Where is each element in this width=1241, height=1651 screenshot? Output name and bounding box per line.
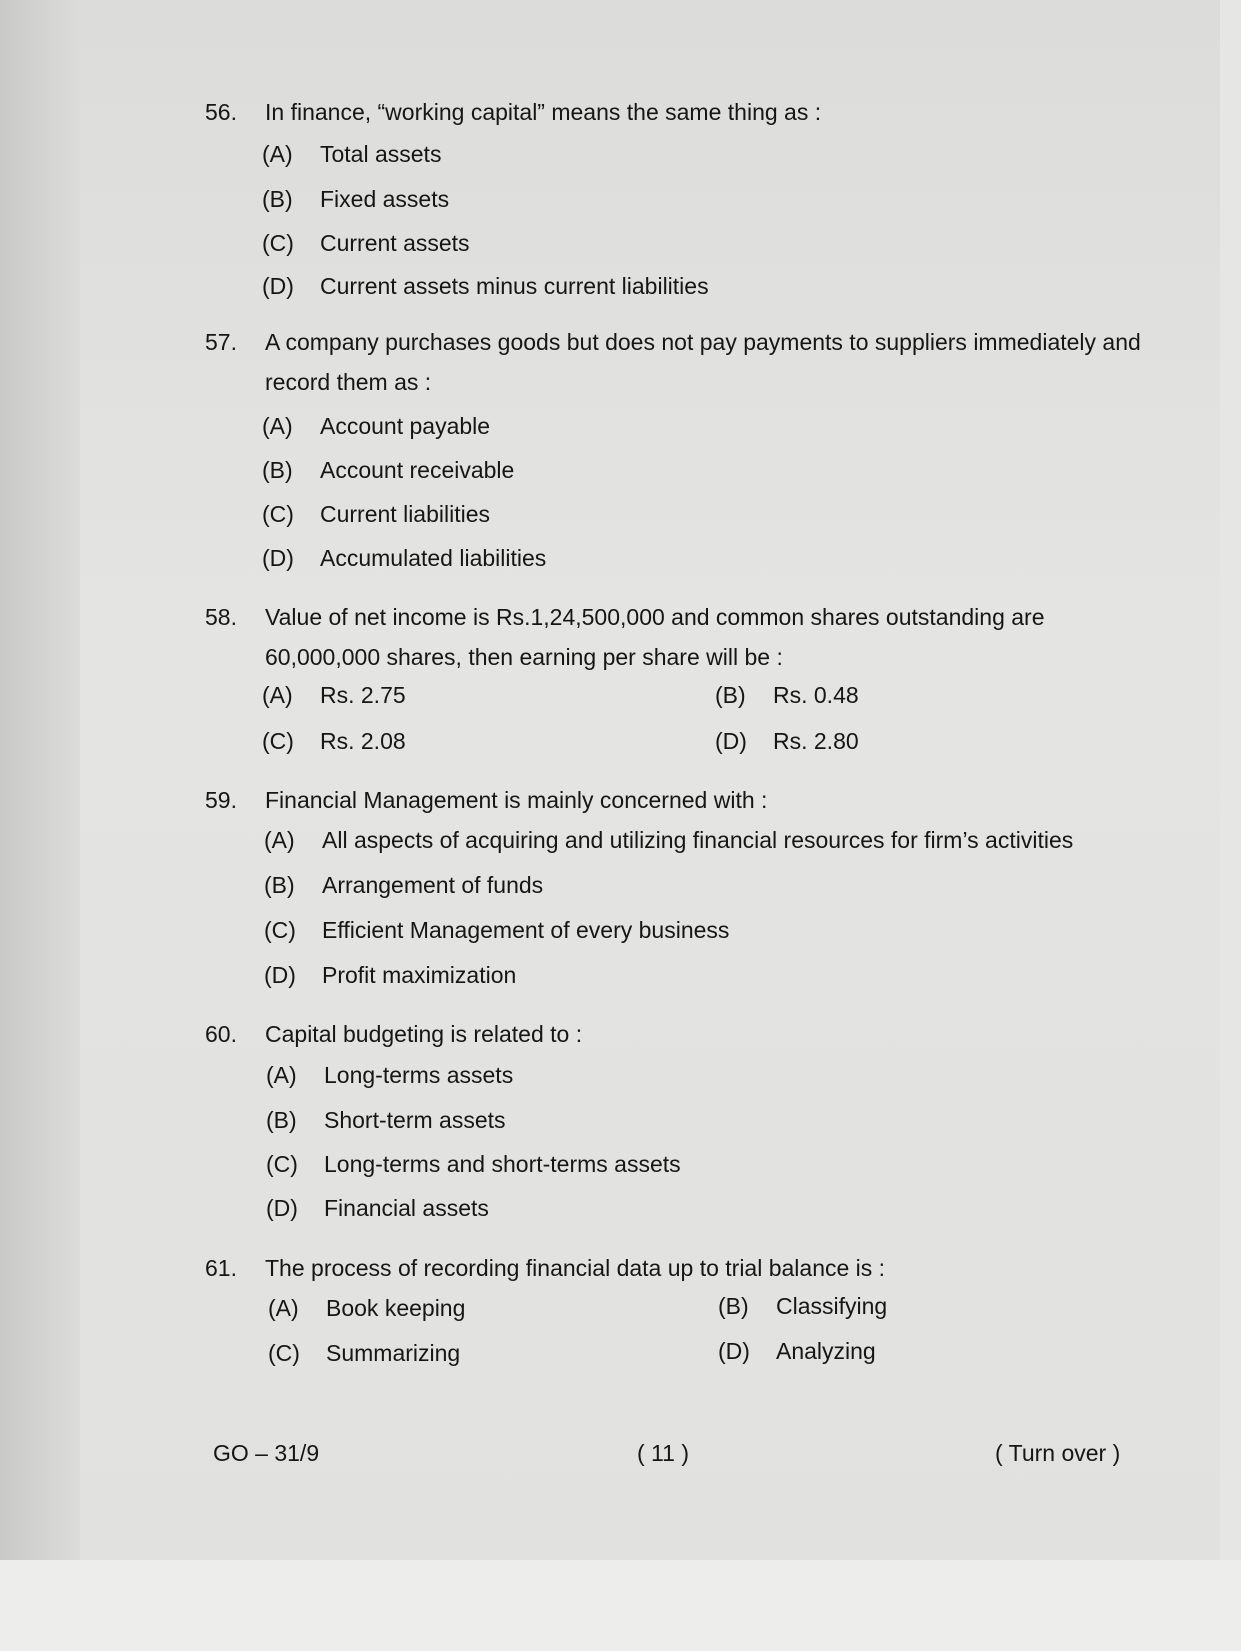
option-text: Total assets bbox=[320, 141, 442, 167]
question-text: In finance, “working capital” means the same thing as : bbox=[265, 99, 822, 125]
option-text: Financial assets bbox=[324, 1195, 489, 1221]
option-label: (B) bbox=[266, 1107, 297, 1133]
option-text: Profit maximization bbox=[322, 962, 517, 988]
option-text: Summarizing bbox=[326, 1340, 461, 1366]
option-text: Accumulated liabilities bbox=[320, 545, 547, 571]
option-label: (A) bbox=[262, 413, 293, 439]
option-label: (D) bbox=[264, 962, 296, 988]
option-text: Book keeping bbox=[326, 1295, 466, 1321]
option-label: (C) bbox=[262, 501, 294, 527]
option-text: Long-terms and short-terms assets bbox=[324, 1151, 681, 1177]
option-text: All aspects of acquiring and utilizing financial resources for firm’s activities bbox=[322, 827, 1074, 853]
option-label: (A) bbox=[262, 682, 293, 708]
question-text: Financial Management is mainly concerned with : bbox=[265, 787, 768, 813]
option-label: (A) bbox=[266, 1062, 297, 1088]
option-label: (C) bbox=[268, 1340, 300, 1366]
option-label: (C) bbox=[262, 230, 294, 256]
option-text: Short-term assets bbox=[324, 1107, 506, 1133]
question-text: Value of net income is Rs.1,24,500,000 and common shares outstanding are 60,000,000 shares, then earning per share will be : bbox=[265, 604, 1045, 670]
option-label: (D) bbox=[715, 728, 747, 754]
option-text: Current assets minus current liabilities bbox=[320, 273, 709, 299]
option-text: Current liabilities bbox=[320, 501, 491, 527]
exam-code: GO – 31/9 bbox=[213, 1440, 320, 1466]
question-text: A company purchases goods but does not pay payments to suppliers immediately and record them as : bbox=[265, 329, 1141, 395]
option-text: Long-terms assets bbox=[324, 1062, 514, 1088]
question-number: 57. bbox=[205, 329, 237, 355]
option-text: Account receivable bbox=[320, 457, 515, 483]
option-label: (D) bbox=[266, 1195, 298, 1221]
option-label: (D) bbox=[718, 1338, 750, 1364]
option-text: Account payable bbox=[320, 413, 491, 439]
page-bottom-margin bbox=[0, 1560, 1241, 1651]
page-edge-shadow bbox=[0, 0, 80, 1560]
question-number: 59. bbox=[205, 787, 237, 813]
option-label: (C) bbox=[264, 917, 296, 943]
option-text: Rs. 0.48 bbox=[773, 682, 859, 708]
question-number: 56. bbox=[205, 99, 237, 125]
option-text: Analyzing bbox=[776, 1338, 876, 1364]
option-text: Rs. 2.80 bbox=[773, 728, 859, 754]
option-label: (A) bbox=[268, 1295, 299, 1321]
option-label: (B) bbox=[262, 457, 293, 483]
option-text: Current assets bbox=[320, 230, 470, 256]
option-label: (C) bbox=[262, 728, 294, 754]
option-label: (A) bbox=[264, 827, 295, 853]
question-text: The process of recording financial data up to trial balance is : bbox=[265, 1255, 886, 1281]
question-number: 61. bbox=[205, 1255, 237, 1281]
turn-over-note: ( Turn over ) bbox=[995, 1440, 1121, 1466]
option-label: (B) bbox=[264, 872, 295, 898]
page-number: ( 11 ) bbox=[637, 1440, 689, 1466]
option-text: Efficient Management of every business bbox=[322, 917, 730, 943]
question-number: 60. bbox=[205, 1021, 237, 1047]
option-label: (B) bbox=[718, 1293, 749, 1319]
option-text: Rs. 2.08 bbox=[320, 728, 406, 754]
option-label: (B) bbox=[262, 186, 293, 212]
option-label: (A) bbox=[262, 141, 293, 167]
option-label: (D) bbox=[262, 545, 294, 571]
option-text: Arrangement of funds bbox=[322, 872, 544, 898]
option-text: Fixed assets bbox=[320, 186, 450, 212]
option-text: Classifying bbox=[776, 1293, 888, 1319]
question-text: Capital budgeting is related to : bbox=[265, 1021, 583, 1047]
question-number: 58. bbox=[205, 604, 237, 630]
option-label: (D) bbox=[262, 273, 294, 299]
option-label: (C) bbox=[266, 1151, 298, 1177]
option-label: (B) bbox=[715, 682, 746, 708]
option-text: Rs. 2.75 bbox=[320, 682, 406, 708]
